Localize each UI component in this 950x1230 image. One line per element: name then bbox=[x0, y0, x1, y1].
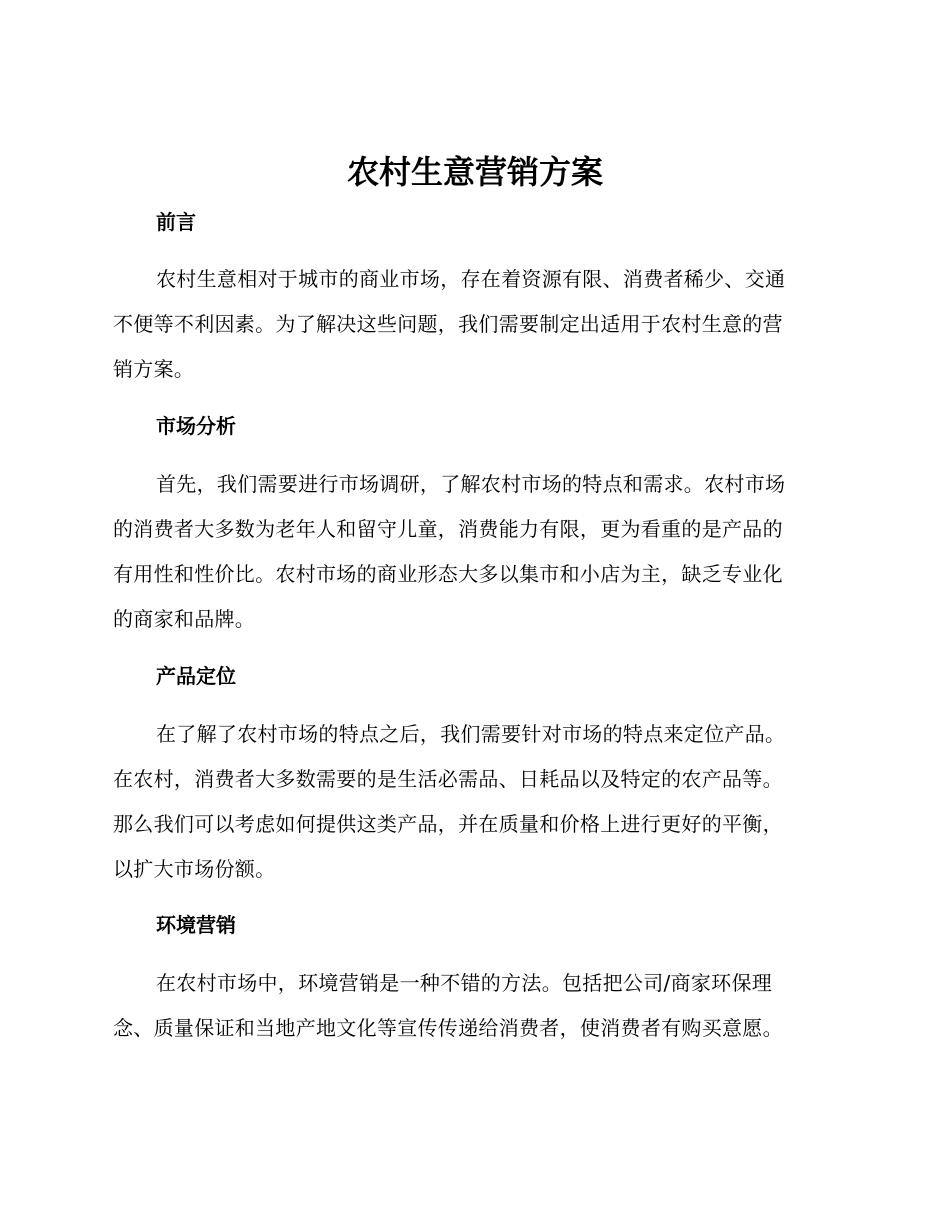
section-paragraph-product-positioning bbox=[113, 712, 833, 892]
section-paragraph-intro bbox=[113, 257, 833, 392]
paragraph-line: 不便等不利因素。为了解决这些问题，我们需要制定出适用于农村生意的营 bbox=[113, 312, 783, 336]
paragraph-line: 在了解了农村市场的特点之后，我们需要针对市场的特点来定位产品。 bbox=[156, 722, 786, 746]
paragraph-line: 在农村市场中，环境营销是一种不错的方法。包括把公司/商家环保理 bbox=[156, 971, 773, 995]
paragraph-line: 首先，我们需要进行市场调研，了解农村市场的特点和需求。农村市场 bbox=[156, 472, 786, 496]
paragraph-line: 农村生意相对于城市的商业市场，存在着资源有限、消费者稀少、交通 bbox=[156, 267, 786, 291]
paragraph-line: 那么我们可以考虑如何提供这类产品，并在质量和价格上进行更好的平衡， bbox=[113, 812, 783, 836]
paragraph-line: 有用性和性价比。农村市场的商业形态大多以集市和小店为主，缺乏专业化 bbox=[113, 562, 783, 586]
paragraph-line: 的消费者大多数为老年人和留守儿童，消费能力有限，更为看重的是产品的 bbox=[113, 517, 783, 541]
section-heading-environmental-marketing: 环境营销 bbox=[156, 913, 236, 937]
section-heading-product-positioning: 产品定位 bbox=[156, 664, 236, 688]
paragraph-line: 销方案。 bbox=[113, 357, 195, 381]
section-heading-intro: 前言 bbox=[156, 210, 196, 234]
section-paragraph-environmental-marketing bbox=[113, 961, 833, 1051]
paragraph-line: 以扩大市场份额。 bbox=[113, 857, 276, 881]
document-title: 农村生意营销方案 bbox=[346, 153, 603, 191]
section-heading-market-analysis: 市场分析 bbox=[156, 414, 236, 438]
section-paragraph-market-analysis bbox=[113, 462, 833, 642]
paragraph-line: 的商家和品牌。 bbox=[113, 607, 256, 631]
paragraph-line: 念、质量保证和当地产地文化等宣传传递给消费者，使消费者有购买意愿。 bbox=[113, 1016, 783, 1040]
paragraph-line: 在农村，消费者大多数需要的是生活必需品、日耗品以及特定的农产品等。 bbox=[113, 767, 783, 791]
